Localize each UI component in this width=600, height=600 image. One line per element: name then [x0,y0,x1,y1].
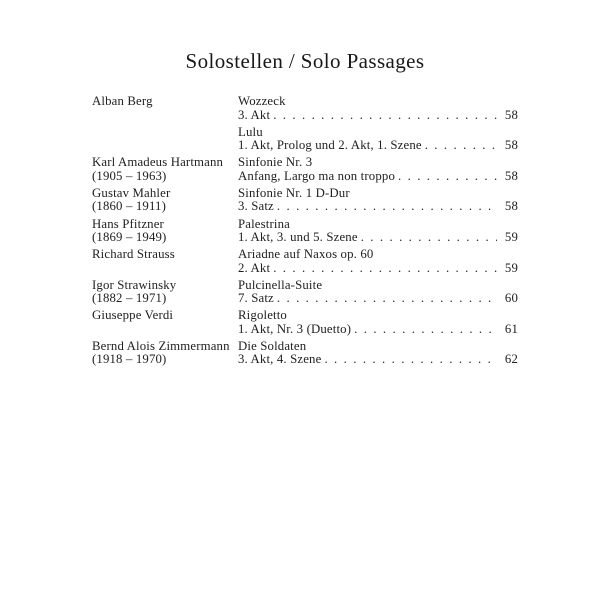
work-detail-line [238,231,518,245]
page-number: 58 [504,107,518,122]
work-column [238,309,518,336]
table-of-contents [92,95,518,367]
dot-leader [273,262,497,276]
page-number: 62 [504,352,518,367]
work-column [238,218,518,245]
composer-column [92,279,238,306]
composer-dates: (1882 – 1971) [92,291,167,306]
page-number: 60 [504,291,518,306]
work-title: Wozzeck [238,94,286,109]
composer-name: Karl Amadeus Hartmann [92,155,224,170]
work-detail-line [238,353,518,367]
work-title: Ariadne auf Naxos op. 60 [238,247,374,262]
toc-row [92,187,518,214]
composer-column [92,309,238,336]
composer-column [92,340,238,367]
dot-leader [354,323,497,337]
composer-column [92,156,238,183]
work-detail: 1. Akt, 3. und 5. Szene [238,230,358,245]
work-column [238,156,518,183]
composer-dates: (1918 – 1970) [92,352,167,367]
work-detail-line [238,170,518,184]
toc-row [92,309,518,336]
work-detail: 7. Satz [238,291,274,306]
toc-row [92,156,518,183]
toc-row [92,248,518,275]
composer-column [92,95,238,122]
work-title: Sinfonie Nr. 1 D-Dur [238,185,350,200]
composer-dates: (1860 – 1911) [92,199,166,214]
work-column [238,279,518,306]
work-detail-line [238,262,518,276]
work-column [238,187,518,214]
work-column [238,340,518,367]
work-detail: 3. Akt, 4. Szene [238,352,322,367]
composer-name: Richard Strauss [92,247,175,262]
composer-dates: (1869 – 1949) [92,230,167,245]
composer-dates: (1905 – 1963) [92,168,167,183]
page-number: 59 [504,260,518,275]
work-title: Lulu [238,124,263,139]
toc-row [92,126,518,153]
page-number: 58 [504,168,518,183]
work-title: Rigoletto [238,308,287,323]
composer-column [92,248,238,275]
page-number: 61 [504,321,518,336]
composer-name: Giuseppe Verdi [92,308,174,323]
work-title: Pulcinella-Suite [238,277,323,292]
work-detail: 3. Satz [238,199,274,214]
dot-leader [277,292,497,306]
toc-row [92,218,518,245]
dot-leader [277,200,497,214]
composer-name: Gustav Mahler [92,185,171,200]
toc-row [92,95,518,122]
work-title: Sinfonie Nr. 3 [238,155,313,170]
page-number: 58 [504,138,518,153]
work-detail: 3. Akt [238,107,271,122]
work-title: Die Soldaten [238,338,307,353]
work-detail: Anfang, Largo ma non troppo [238,168,395,183]
dot-leader [425,139,497,153]
work-detail: 1. Akt, Prolog und 2. Akt, 1. Szene [238,138,422,153]
composer-name: Bernd Alois Zimmermann [92,338,230,353]
work-detail-line [238,139,518,153]
work-detail-line [238,323,518,337]
work-detail-line [238,109,518,123]
dot-leader [361,231,497,245]
work-column [238,126,518,153]
toc-row [92,279,518,306]
dot-leader [324,353,497,367]
work-column [238,95,518,122]
composer-name: Alban Berg [92,94,153,109]
toc-row [92,340,518,367]
work-detail: 2. Akt [238,260,271,275]
dot-leader [273,109,497,123]
dot-leader [398,170,497,184]
page-title: Solostellen / Solo Passages [185,49,425,73]
composer-column [92,187,238,214]
page-number: 58 [504,199,518,214]
work-detail-line [238,200,518,214]
work-detail-line [238,292,518,306]
page-number: 59 [504,230,518,245]
work-column [238,248,518,275]
composer-column [92,218,238,245]
work-detail: 1. Akt, Nr. 3 (Duetto) [238,321,352,336]
work-title: Palestrina [238,216,290,231]
composer-column [92,126,238,153]
composer-name: Igor Strawinsky [92,277,177,292]
composer-name: Hans Pfitzner [92,216,164,231]
